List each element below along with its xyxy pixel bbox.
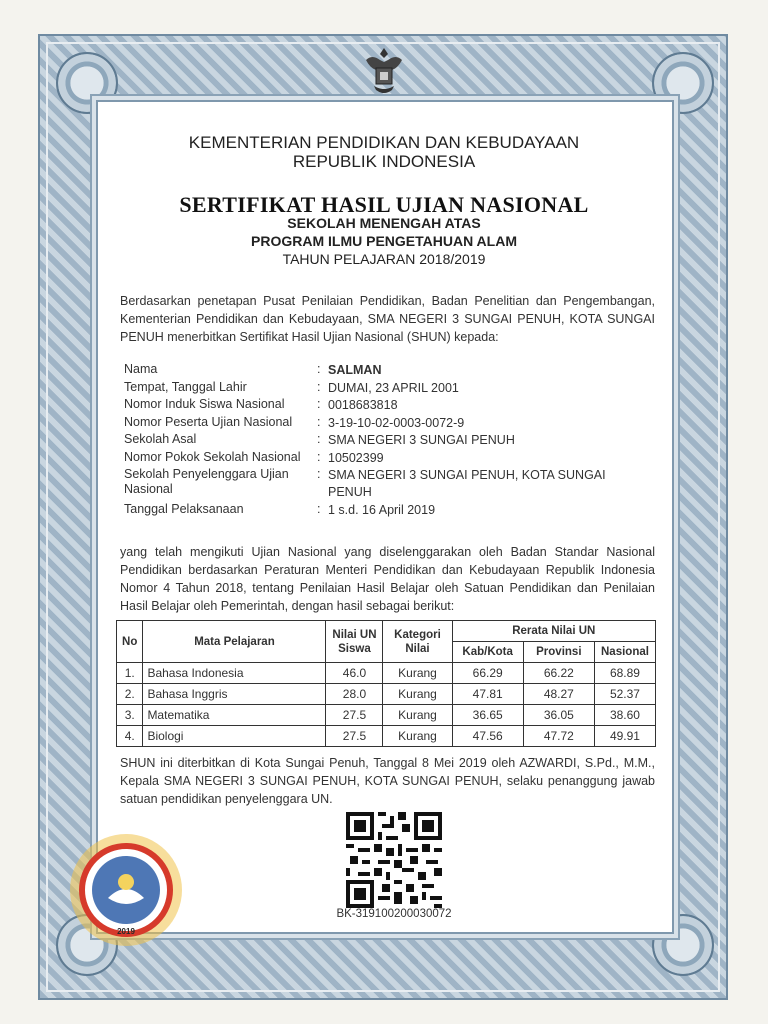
info-label: Nomor Peserta Ujian Nasional (124, 414, 293, 429)
info-label: Tempat, Tanggal Lahir (124, 379, 247, 394)
header-nasional: Nasional (594, 642, 655, 663)
row-subject: Bahasa Inggris (143, 684, 326, 705)
info-colon: : (317, 379, 321, 394)
garuda-emblem-icon (362, 44, 406, 98)
info-row-exam-date (124, 502, 644, 520)
row-kab-kota: 47.81 (452, 684, 523, 705)
student-name: SALMAN (328, 363, 382, 377)
scores-table (116, 620, 656, 747)
exam-description-paragraph: yang telah mengikuti Ujian Nasional yang diselenggarakan oleh Badan Standar Nasional Pendidikan berdasarkan Peraturan Menteri Pendidikan dan Kebudayaan Republik Indonesia Nomor 4 Tahun 2018, tentang Penilaian Hasil Belajar oleh Satuan Pendidikan dan Penilaian Hasil Belajar oleh Pemerintah, dengan hasil sebagai berikut: (120, 545, 655, 613)
table-row (117, 663, 656, 684)
header-average: Rerata Nilai UN (452, 621, 655, 642)
info-value: 3-19-10-02-0003-0072-9 (328, 415, 465, 430)
header-kab-kota: Kab/Kota (452, 642, 523, 663)
qr-code-number: BK-319100200030072 (336, 908, 452, 920)
header-score: Nilai UN Siswa (326, 621, 383, 663)
header-subject: Mata Pelajaran (143, 621, 326, 663)
row-nasional: 38.60 (594, 705, 655, 726)
info-label: Sekolah Penyelenggara Ujian Nasional (124, 467, 289, 496)
info-row-exam-number (124, 415, 644, 433)
row-subject: Biologi (143, 726, 326, 747)
row-provinsi: 36.05 (523, 705, 594, 726)
row-nasional: 49.91 (594, 726, 655, 747)
info-row-school (124, 432, 644, 450)
info-colon: : (317, 397, 321, 411)
intro-paragraph: Berdasarkan penetapan Pusat Penilaian Pendidikan, Badan Penelitian dan Pengembangan, Kementerian Pendidikan dan Kebudayaan, SMA NEGERI 3 SUNGAI PENUH, KOTA SUNGAI PENUH menerbitkan Sertifikat Hasil Ujian Nasional (SHUN) kepada: (120, 294, 655, 344)
row-category: Kurang (383, 663, 452, 684)
info-colon: : (317, 449, 321, 464)
row-category: Kurang (383, 705, 452, 726)
row-nasional: 52.37 (594, 684, 655, 705)
qr-code-icon (346, 812, 442, 908)
row-subject: Matematika (143, 705, 326, 726)
issuance-paragraph: SHUN ini diterbitkan di Kota Sungai Penuh, Tanggal 8 Mei 2019 oleh AZWARDI, S.Pd., M.M., Kepala SMA NEGERI 3 SUNGAI PENUH, KOTA SUNGAI PENUH, selaku penanggung jawab satuan pendidikan penyelenggara UN. (120, 756, 655, 806)
info-colon: : (317, 432, 321, 446)
info-value: 1 s.d. 16 April 2019 (328, 503, 436, 517)
certificate-title: SERTIFIKAT HASIL UJIAN NASIONAL (179, 192, 589, 217)
program-name: PROGRAM ILMU PENGETAHUAN ALAM (251, 233, 517, 249)
school-seal-icon (66, 830, 186, 950)
header-no: No (117, 621, 143, 663)
row-kab-kota: 36.65 (452, 705, 523, 726)
info-value: 0018683818 (328, 398, 398, 412)
seal-year: 2019 (117, 927, 135, 936)
info-colon: : (317, 502, 321, 516)
row-score: 46.0 (326, 663, 383, 684)
table-row (117, 684, 656, 705)
info-value: SMA NEGERI 3 SUNGAI PENUH (328, 433, 515, 447)
ministry-name-line2: REPUBLIK INDONESIA (292, 152, 476, 171)
info-row-host-school (124, 467, 644, 502)
info-row-npsn (124, 450, 644, 468)
row-provinsi: 47.72 (523, 726, 594, 747)
info-label: Sekolah Asal (124, 432, 197, 446)
row-score: 28.0 (326, 684, 383, 705)
row-no: 3. (117, 705, 143, 726)
student-info (124, 362, 644, 520)
school-level: SEKOLAH MENENGAH ATAS (287, 215, 481, 231)
row-score: 27.5 (326, 705, 383, 726)
info-label: Tanggal Pelaksanaan (124, 502, 244, 516)
row-provinsi: 48.27 (523, 684, 594, 705)
info-row-nisn (124, 397, 644, 415)
row-category: Kurang (383, 726, 452, 747)
info-label: Nomor Pokok Sekolah Nasional (124, 449, 301, 464)
academic-year: TAHUN PELAJARAN 2018/2019 (282, 251, 486, 267)
header-category: Kategori Nilai (383, 621, 452, 663)
row-score: 27.5 (326, 726, 383, 747)
info-label: Nomor Induk Siswa Nasional (124, 397, 285, 411)
info-colon: : (317, 414, 321, 429)
row-nasional: 68.89 (594, 663, 655, 684)
row-kab-kota: 47.56 (452, 726, 523, 747)
row-no: 1. (117, 663, 143, 684)
ministry-name-line1: KEMENTERIAN PENDIDIKAN DAN KEBUDAYAAN (188, 133, 580, 152)
info-value: 10502399 (328, 450, 384, 465)
row-category: Kurang (383, 684, 452, 705)
info-value: DUMAI, 23 APRIL 2001 (328, 380, 459, 395)
info-colon: : (317, 362, 321, 376)
row-subject: Bahasa Indonesia (143, 663, 326, 684)
row-provinsi: 66.22 (523, 663, 594, 684)
row-kab-kota: 66.29 (452, 663, 523, 684)
table-row (117, 726, 656, 747)
info-label: Nama (124, 362, 158, 376)
table-row (117, 705, 656, 726)
info-value: SMA NEGERI 3 SUNGAI PENUH, KOTA SUNGAI PENUH (328, 468, 606, 499)
info-colon: : (317, 467, 321, 481)
header-provinsi: Provinsi (523, 642, 594, 663)
row-no: 2. (117, 684, 143, 705)
row-no: 4. (117, 726, 143, 747)
info-row-birth (124, 380, 644, 398)
info-row-name (124, 362, 644, 380)
